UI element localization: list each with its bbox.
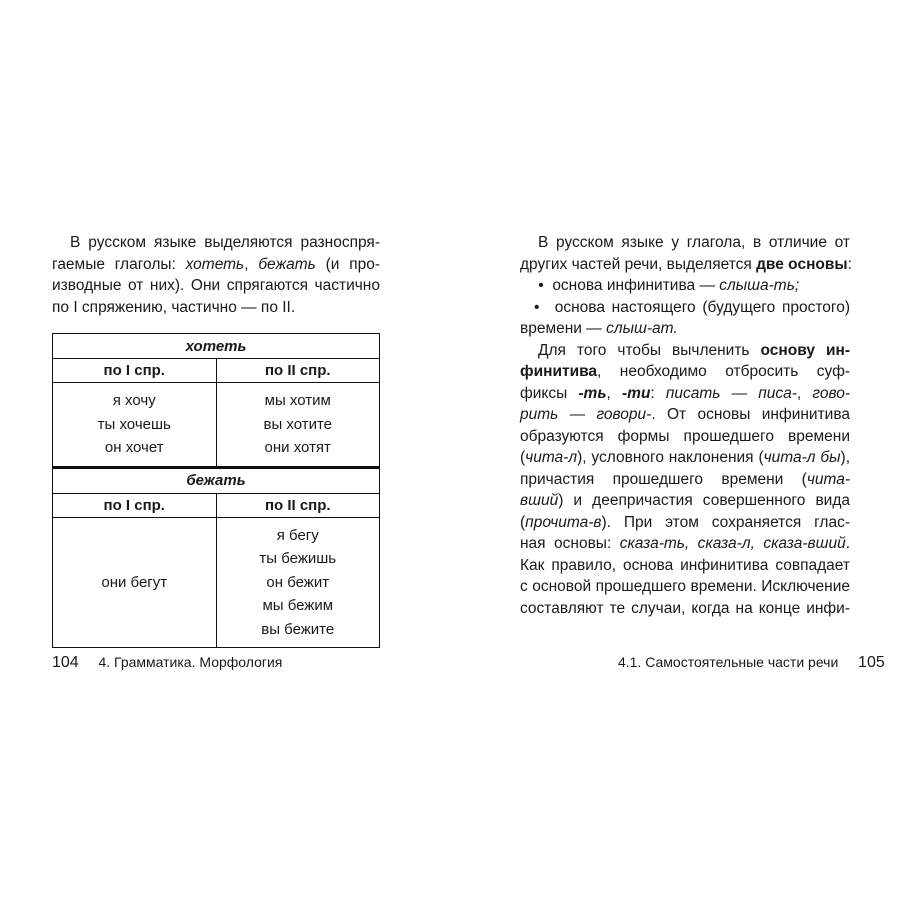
text-line: (прочита-в). При этом сохраняется глас- [520,513,850,531]
text-line: В русском языке у глагола, в отличие от [538,234,850,251]
table-cell-forms [216,517,380,648]
text-line: образуются формы прошедшего времени [520,427,850,445]
text-line: времени — слыш-ат. [520,320,678,337]
form: вы бежите [261,620,335,638]
bullet-icon: • [538,277,544,294]
form: мы бежим [262,597,334,614]
table-cell-forms [216,383,380,468]
table-header-conj1: по I спр. [53,359,217,383]
form: я бегу [276,526,319,544]
form: он хочет [104,439,164,456]
text-line: причастия прошедшего времени (чита- [520,470,850,488]
running-head: 4.1. Самостоятельные части речи [618,654,839,670]
form: они хотят [264,439,331,456]
text-line: финитива, необходимо отбросить суф- [520,363,850,380]
left-intro [52,232,380,318]
verb-bezhat: бежать [258,255,316,273]
conjugation-table [52,333,380,648]
table-verb-bezhat: бежать [53,467,380,493]
text-line: фиксы -ть, -ти: писать — писа-, гово- [520,384,850,402]
form: ты бежишь [259,550,337,567]
text-line: составляют те случаи, когда на конце инфи- [520,599,850,617]
intro-line-2: гаемые глаголы: хотеть, бежать (и про- [52,255,380,273]
table-header-conj1: по I спр. [53,493,217,517]
form: он бежит [266,573,330,591]
bullet-item: • основа настоящего (будущего простого) [520,297,850,319]
table-cell-forms [53,383,217,468]
bullet-icon: • [534,298,540,316]
table-cell-forms [53,517,217,648]
table-header-conj2: по II спр. [216,493,380,517]
text-line: рить — говори-. От основы инфинитива [520,406,851,423]
text-line: вший) и деепричастия совершенного вида [520,492,850,509]
verb-hotet: хотеть [185,255,245,273]
form: я хочу [112,392,156,409]
text-line: ная основы: сказа-ть, сказа-л, сказа-вший. [520,535,851,552]
left-footer [52,654,282,672]
form: вы хотите [263,415,333,433]
bullet-item: • основа инфинитива — слыша-ть; [520,275,850,297]
text-line: других частей речи, выделяется две основы: [520,255,852,273]
table-verb-hotet: хотеть [53,334,380,359]
page-number: 105 [858,654,885,671]
text-line: Для того чтобы вычленить основу ин- [538,341,850,359]
right-text [520,232,850,619]
right-page [520,232,850,619]
form: они бегут [101,573,168,591]
table-header-conj2: по II спр. [216,359,380,383]
intro-line-3: изводные от них). Они спрягаются частично [52,277,380,294]
text-line: Как правило, основа инфинитива совпадает [520,556,850,574]
page-number: 104 [52,654,79,671]
form: ты хочешь [97,415,171,433]
intro-line-4: по I спряжению, частично — по II. [52,298,296,316]
form: мы хотим [264,392,331,409]
left-page [52,232,380,318]
running-head: 4. Грамматика. Морфология [98,654,283,670]
text-line: с основой прошедшего времени. Исключение [520,578,850,595]
right-footer [618,654,885,672]
intro-line-1: В русском языке выделяются разноспря- [70,234,380,251]
text-line: (чита-л), условного наклонения (чита-л бы), [520,449,850,466]
